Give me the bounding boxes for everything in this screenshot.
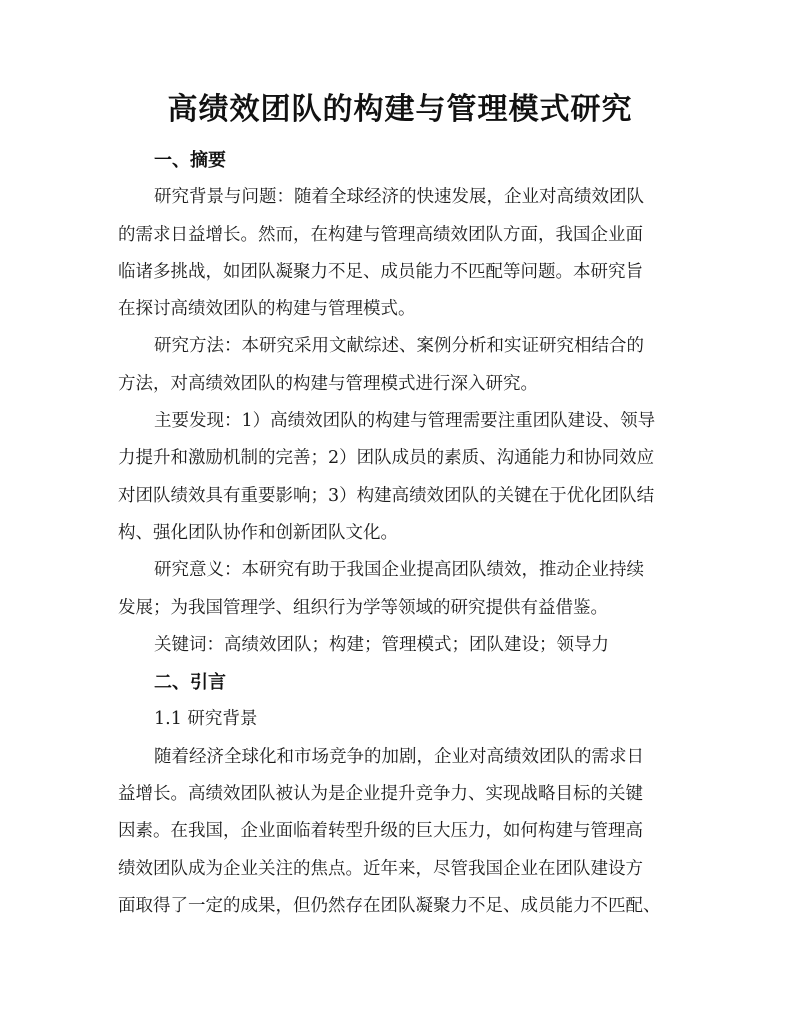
text-line: 研究意义：本研究有助于我国企业提高团队绩效，推动企业持续 [154,560,644,581]
text-line: 绩效团队成为企业关注的焦点。近年来，尽管我国企业在团队建设方 [118,858,643,879]
text-line: 随着经济全球化和市场竞争的加剧，企业对高绩效团队的需求日 [154,746,644,767]
text-line: 方法，对高绩效团队的构建与管理模式进行深入研究。 [118,373,538,394]
text-line: 对团队绩效具有重要影响；3）构建高绩效团队的关键在于优化团队结 [118,485,655,506]
text-line: 的需求日益增长。然而，在构建与管理高绩效团队方面，我国企业面 [118,224,643,245]
paragraph-significance [118,552,684,627]
text-line: 因素。在我国，企业面临着转型升级的巨大压力，如何构建与管理高 [118,821,643,842]
intro-heading: 二、引言 [154,672,226,694]
paragraph-background [118,179,684,328]
text-line: 构、强化团队协作和创新团队文化。 [118,522,398,543]
document-title: 高绩效团队的构建与管理模式研究 [167,92,633,127]
text-line: 力提升和激励机制的完善；2）团队成员的素质、沟通能力和协同效应 [118,448,655,469]
text-line: 发展；为我国管理学、组织行为学等领域的研究提供有益借鉴。 [118,597,608,618]
abstract-heading: 一、摘要 [154,150,226,171]
document-body [118,142,684,925]
keywords-line: 关键词：高绩效团队；构建；管理模式；团队建设；领导力 [154,634,609,655]
text-line: 在探讨高绩效团队的构建与管理模式。 [118,299,416,320]
text-line: 研究背景与问题：随着全球经济的快速发展，企业对高绩效团队 [154,187,644,208]
paragraph-findings [118,403,684,552]
text-line: 益增长。高绩效团队被认为是企业提升竞争力、实现战略目标的关键 [118,784,643,805]
text-line: 面取得了一定的成果，但仍然存在团队凝聚力不足、成员能力不匹配、 [118,895,661,916]
text-line: 主要发现：1）高绩效团队的构建与管理需要注重团队建设、领导 [154,411,656,432]
paragraph-method [118,328,684,403]
text-line: 研究方法：本研究采用文献综述、案例分析和实证研究相结合的 [154,336,644,357]
paragraph-research-background [118,739,684,925]
subsection-heading: 1.1 研究背景 [154,709,258,730]
text-line: 临诸多挑战，如团队凝聚力不足、成员能力不匹配等问题。本研究旨 [118,261,643,282]
